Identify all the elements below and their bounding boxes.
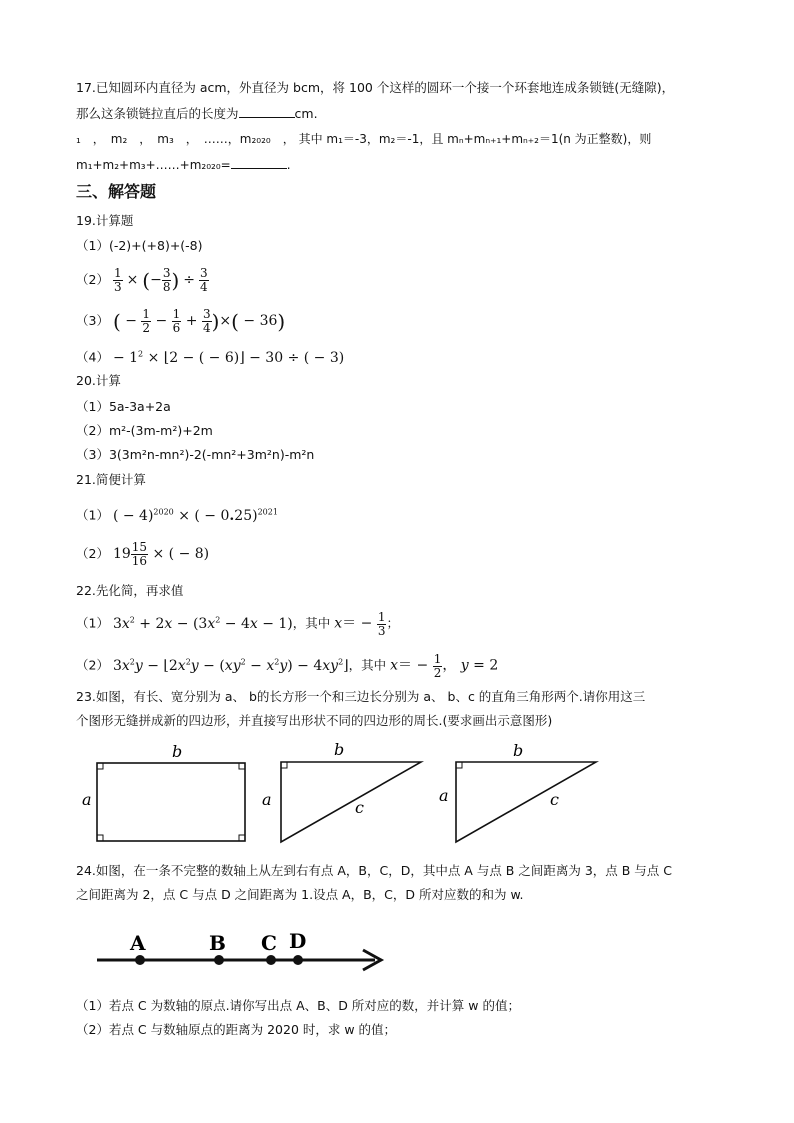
q22-part1-label: （1） xyxy=(76,615,109,631)
q22-part1-cond: ，其中 xyxy=(292,615,331,631)
rect-label-a: a xyxy=(82,790,92,809)
q20-part1: （1）5a-3a+2a xyxy=(76,399,171,414)
q21-part1-label: （1） xyxy=(76,507,109,523)
q17-line2-pre: 那么这条锁链拉直后的长度为 xyxy=(76,106,239,121)
q20-part2: （2）m²-(3m-m²)+2m xyxy=(76,423,213,438)
q19-title: 19.计算题 xyxy=(76,213,134,228)
q22-part2-cond: ，其中 xyxy=(348,657,387,673)
q24-part1: （1）若点 C 为数轴的原点.请你写出点 A、B、D 所对应的数，并计算 w 的值； xyxy=(76,998,520,1013)
q19-part1: （1）(-2)+(+8)+(-8) xyxy=(76,238,203,253)
q21-part2: （2） 19 $\frac{15}{16}$ × ( − 8) xyxy=(76,540,210,568)
q22-part1: （1） $3x^2 + 2x - (3x^2 - 4x - 1)$，其中 x＝ − $\frac{1}{3}$ ； xyxy=(76,609,399,638)
q23-line1: 23.如图，有长、宽分别为 a、 b的长方形一个和三边长分别为 a、 b、c 的直角三角形两个.请你用这三 xyxy=(76,689,646,704)
q17-line1: 17.已知圆环内直径为 acm，外直径为 bcm，将 100 个这样的圆环一个接一个环套地连成条锁链(无缝隙)， xyxy=(76,80,675,95)
q23-line2: 个图形无缝拼成新的四边形，并直接写出形状不同的四边形的周长.(要求画出示意图形) xyxy=(76,713,553,728)
q18-line1-pre: ₁ ， m₂ ， m₃ ， ……，m₂₀₂₀ ， xyxy=(76,132,295,146)
triangle-figure-2 xyxy=(456,762,596,842)
triangle-figure-1 xyxy=(281,762,421,842)
fraction-1-3: $\frac{1}{3}$ xyxy=(113,266,122,294)
q18-line2-post: . xyxy=(286,158,291,172)
q19-part3: （3） ( − $\frac{1}{2}$ − $\frac{1}{6}$ + $\frac{3}{4}$ )×( − 36) xyxy=(76,307,286,335)
section-title: 三、解答题 xyxy=(76,182,157,201)
tri1-label-b: b xyxy=(334,740,345,759)
q19-part4: $(4) - 1^2$ × ⌊2 − ( − 6)⌋ − 30 ÷ ( − 3) xyxy=(76,349,345,366)
q21-part1: （1） ( − 4)$^{2020}$ × ( − 0.25)$^{2021}$ xyxy=(76,507,278,524)
q24-line1: 24.如图，在一条不完整的数轴上从左到右有点 A，B，C，D，其中点 A 与点 B 之间距离为 3，点 B 与点 C xyxy=(76,863,673,878)
fraction-3-4: $\frac{3}{4}$ xyxy=(199,266,208,294)
tri1-label-c: c xyxy=(355,798,364,817)
tri2-label-c: c xyxy=(550,790,559,809)
tri1-label-a: a xyxy=(262,790,272,809)
q18-line2-pre: m₁+m₂+m₃+……+m₂₀₂₀= xyxy=(76,158,231,172)
point-label-A: A xyxy=(130,931,146,955)
q21-part2-label: （2） xyxy=(76,546,109,561)
q24-part2: （2）若点 C 与数轴原点的距离为 2020 时，求 w 的值； xyxy=(76,1022,397,1037)
rect-label-b: b xyxy=(172,742,183,761)
q19-part2: （2） $\frac{1}{3}$ × (− $\frac{3}{8}$ ) ÷ $\frac{3}{4}$ xyxy=(76,266,208,294)
q20-part3: （3）3(3m²n-mn²)-2(-mn²+3m²n)-m²n xyxy=(76,447,315,462)
q20-title: 20.计算 xyxy=(76,373,121,388)
q19-part3-label: （3） xyxy=(76,313,109,328)
q22-title: 22.先化简，再求值 xyxy=(76,583,184,598)
q22-part2-label: （2） xyxy=(76,657,109,673)
point-label-B: B xyxy=(209,931,226,955)
q17-line2-post: cm. xyxy=(294,106,318,121)
q18-line1-post: 其中 m₁＝-3，m₂＝-1，且 mₙ+mₙ₊₁+mₙ₊₂＝1(n 为正整数)，则 xyxy=(298,132,652,146)
q24-line2: 之间距离为 2，点 C 与点 D 之间距离为 1.设点 A，B，C，D 所对应数的和为 w. xyxy=(76,887,524,902)
tri2-label-b: b xyxy=(513,741,524,760)
q21-title: 21.简便计算 xyxy=(76,472,146,487)
point-label-D: D xyxy=(289,929,307,953)
fraction-3-8: $\frac{3}{8}$ xyxy=(162,266,171,294)
point-label-C: C xyxy=(261,931,277,955)
q19-part4-label: （4） xyxy=(76,349,109,365)
tri2-label-a: a xyxy=(439,786,449,805)
rectangle-figure xyxy=(97,763,245,841)
q22-part2: （2） $3x^2y$ − $⌊2x^2y - (xy^2 - x^2y)$ − $4xy^2⌋$，其中 x＝ − $\frac{1}{2}$ ， y = 2 xyxy=(76,651,499,680)
q19-part2-label: （2） xyxy=(76,272,109,287)
